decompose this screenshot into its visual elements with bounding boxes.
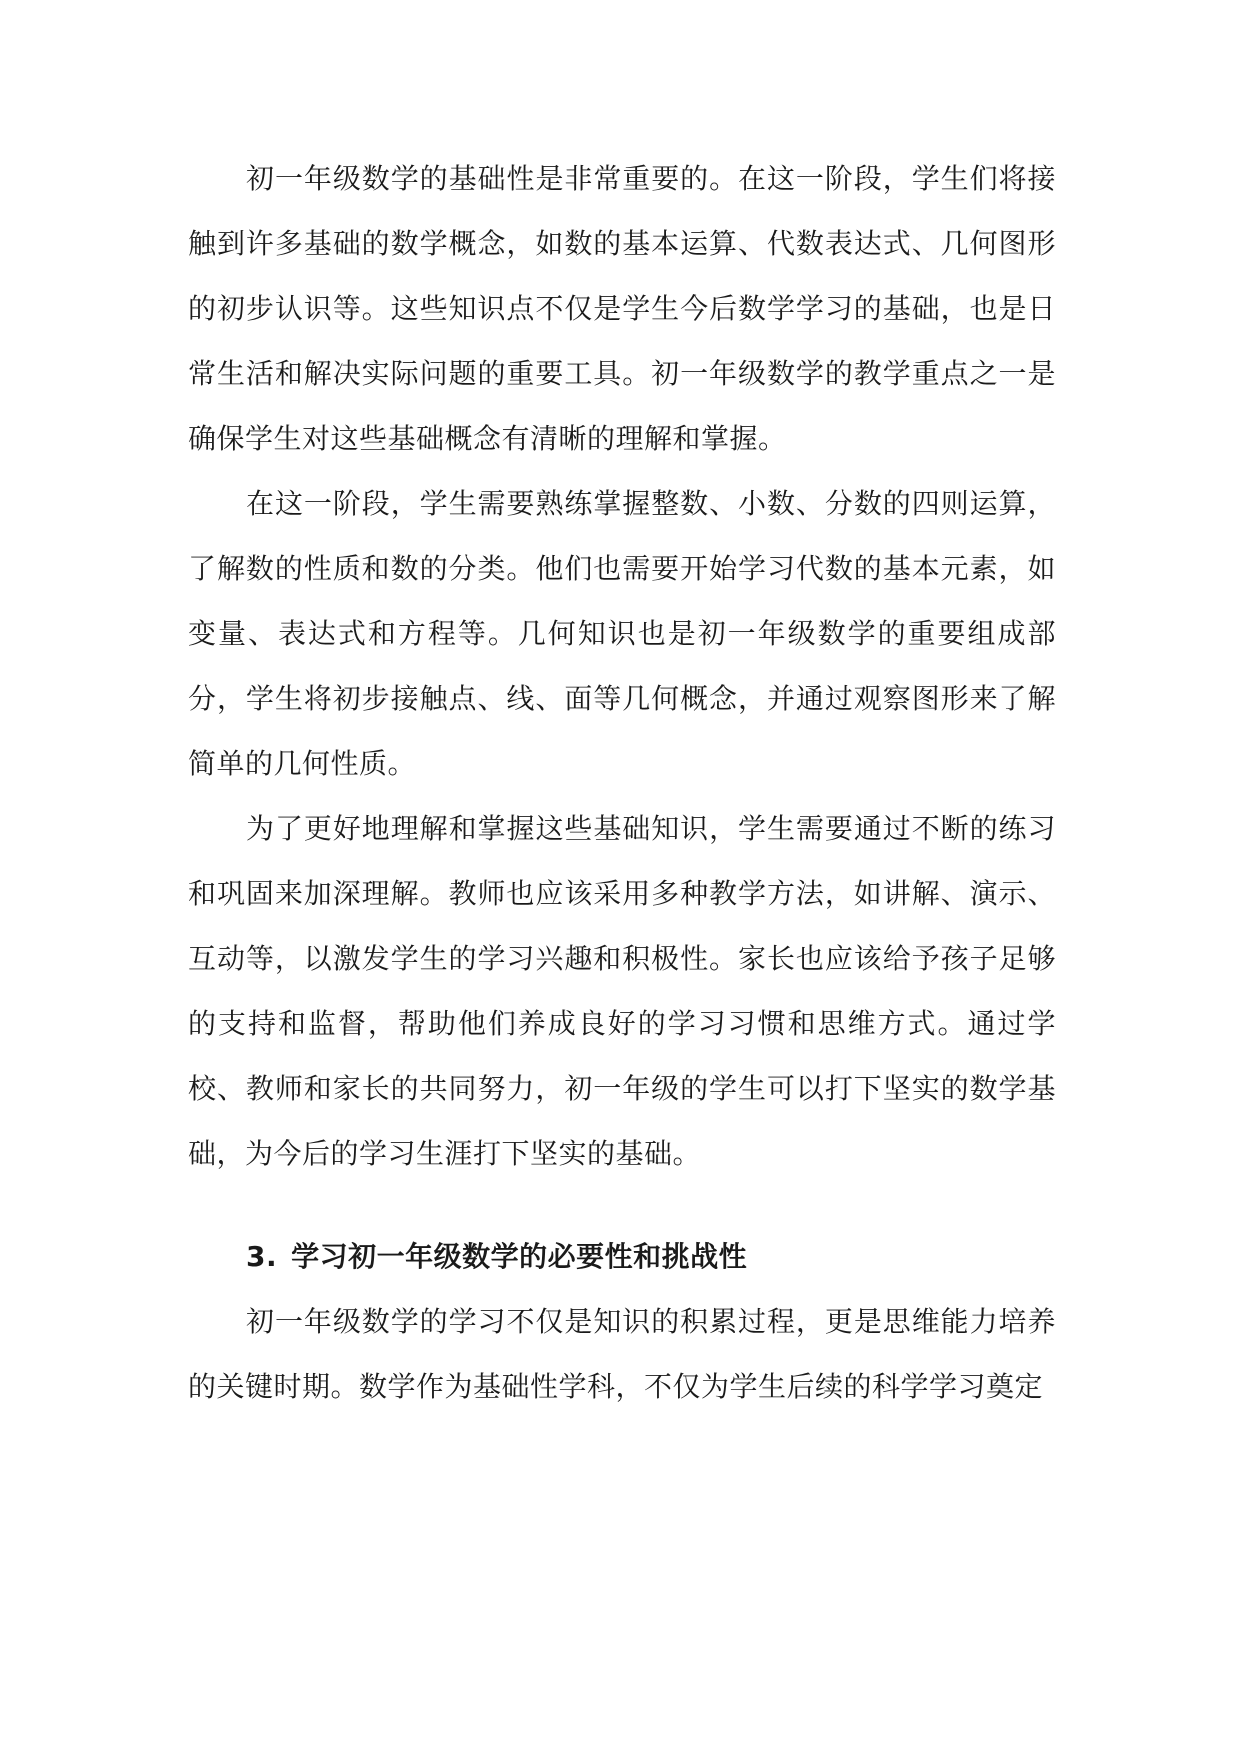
document-body: [188, 146, 1056, 1419]
section-number: 3.: [246, 1240, 278, 1273]
paragraph-1: 初一年级数学的基础性是非常重要的。在这一阶段，学生们将接触到许多基础的数学概念，如数的基本运算、代数表达式、几何图形的初步认识等。这些知识点不仅是学生今后数学学习的基础，也是日常生活和解决实际问题的重要工具。初一年级数学的教学重点之一是确保学生对这些基础概念有清晰的理解和掌握。: [188, 162, 1056, 455]
section-heading: [188, 1224, 1056, 1289]
paragraph-4: 初一年级数学的学习不仅是知识的积累过程，更是思维能力培养的关键时期。数学作为基础性学科，不仅为学生后续的科学学习奠定: [188, 1305, 1056, 1403]
section-title: 学习初一年级数学的必要性和挑战性: [291, 1240, 748, 1273]
paragraph-2: 在这一阶段，学生需要熟练掌握整数、小数、分数的四则运算，了解数的性质和数的分类。他们也需要开始学习代数的基本元素，如变量、表达式和方程等。几何知识也是初一年级数学的重要组成部分，学生将初步接触点、线、面等几何概念，并通过观察图形来了解简单的几何性质。: [188, 487, 1056, 780]
paragraph-3: 为了更好地理解和掌握这些基础知识，学生需要通过不断的练习和巩固来加深理解。教师也应该采用多种教学方法，如讲解、演示、互动等，以激发学生的学习兴趣和积极性。家长也应该给予孩子足够的支持和监督，帮助他们养成良好的学习习惯和思维方式。通过学校、教师和家长的共同努力，初一年级的学生可以打下坚实的数学基础，为今后的学习生涯打下坚实的基础。: [188, 812, 1056, 1170]
